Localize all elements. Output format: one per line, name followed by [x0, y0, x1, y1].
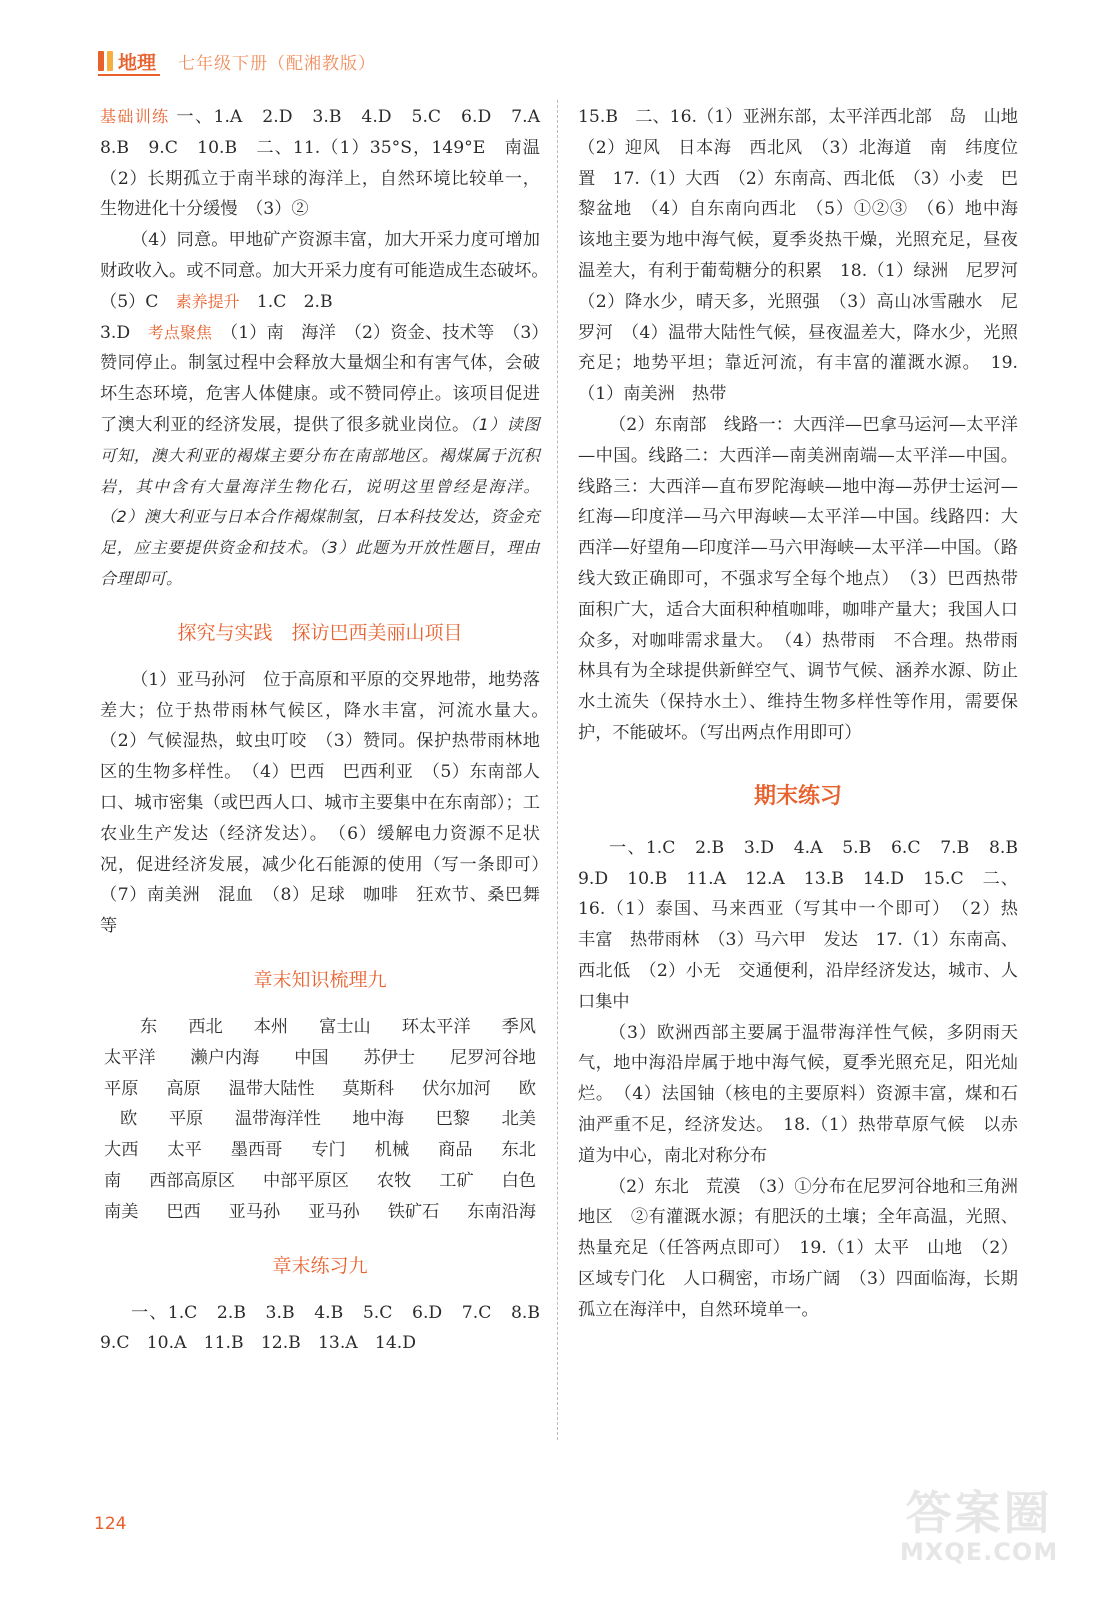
answer-block-focus [100, 318, 540, 595]
section-tag-focus: 考点聚焦 [147, 322, 213, 342]
book-title: 七年级下册（配湘教版） [178, 53, 377, 74]
page-header [98, 48, 376, 74]
keyword: 东北 [501, 1140, 536, 1161]
keyword: 温带海洋性 [234, 1109, 321, 1130]
keyword-row [100, 1166, 540, 1197]
keyword: 高原 [166, 1078, 201, 1099]
section-tag-literacy: 素养提升 [175, 291, 240, 311]
keyword: 莫斯科 [342, 1078, 395, 1099]
answer-text: 1.C 2.B [239, 291, 333, 312]
keyword-row [100, 1012, 540, 1043]
keyword: 商品 [438, 1140, 473, 1161]
section-heading-summary: 章末知识梳理九 [253, 968, 387, 991]
keyword: 墨西哥 [230, 1140, 283, 1161]
answer-block-literacy [100, 225, 558, 317]
keyword: 大西 [104, 1140, 139, 1161]
keyword: 亚马孙 [228, 1201, 281, 1222]
answer-block-final-3: （2）东北 荒漠 （3）①分布在尼罗河谷地和三角洲地区 ②有灌溉水源；有肥沃的土壤；全年高温，光照、热量充足（任答两点即可） 19.（1）太平 山地 （2）区域专门化 人口稠密，市场广阔 （3）四面临海，长期孤立在海洋中，自然环境单一。 [578, 1176, 1018, 1320]
keyword: 地中海 [352, 1109, 404, 1130]
keyword: 温带大陆性 [228, 1078, 315, 1099]
keyword-list [100, 1012, 540, 1228]
answer-block-final: 一、1.C 2.B 3.D 4.A 5.B 6.C 7.B 8.B 9.D 10.B 11.A 12.A 13.B 14.D 15.C 二、16.（1）泰国、马来西亚（写其中一个即可） （2）热 丰富 热带雨林 （3）马六甲 发达 17.（1）东南高、西北低 （2）小无 交通便利，沿岸经济发达，城市、人口集中 [578, 837, 1036, 1012]
keyword-row [100, 1135, 540, 1166]
answer-block-continued: 15.B 二、16.（1）亚洲东部，太平洋西北部 岛 山地 （2）迎风 日本海 西北风 （3）北海道 南 纬度位置 17.（1）大西 （2）东南高、西北低 （3）小麦 巴黎盆地 （4）自东南向西北 （5）①②③ （6）地中海 该地主要为地中海气候，夏季炎热干燥，光照充足，昼夜温差大，有利于葡萄糖分的积累 18.（1）绿洲 尼罗河 （2）降水少，晴天多，光照强 （3）高山冰雪融水 尼罗河 （4）温带大陆性气候，昼夜温差大，降水少，光照充足；地势平坦；靠近河流，有丰富的灌溉水源。 19.（1）南美洲 热带 [578, 107, 1036, 405]
watermark-logo: 答案圈 [905, 1486, 1053, 1540]
keyword-row [100, 1104, 540, 1135]
keyword: 农牧 [376, 1170, 412, 1191]
keyword: 欧 [120, 1109, 138, 1130]
subject-mark-icon [98, 51, 113, 71]
keyword: 南美 [104, 1201, 139, 1222]
right-column [578, 102, 1036, 1325]
section-heading-final: 期末练习 [753, 783, 842, 809]
keyword: 亚马孙 [308, 1201, 360, 1222]
left-column [100, 102, 558, 1359]
answer-block-practice: （1）亚马孙河 位于高原和平原的交界地带，地势落差大；位于热带雨林气候区，降水丰富，河流水量大。 （2）气候湿热，蚊虫叮咬 （3）赞同。保护热带雨林地区的生物多样性。 （4）巴西 巴西利亚 （5）东南部人口、城市密集（或巴西人口、城市主要集中在东南部）；工农业生产发达（经济发达）。 （6）缓解电力资源不足状况，促进经济发展，减少化石能源的使用（写一条即可） （7）南美洲 混血 （8）足球 咖啡 狂欢节、桑巴舞等 [100, 669, 558, 937]
keyword: 中部平原区 [263, 1170, 349, 1191]
answer-block-chapter-exercise: 一、1.C 2.B 3.B 4.B 5.C 6.D 7.C 8.B 9.C 10.A 11.B 12.B 13.A 14.D [100, 1302, 558, 1354]
keyword: 欧 [518, 1078, 536, 1099]
keyword: 伏尔加河 [422, 1078, 491, 1099]
keyword: 西北 [188, 1016, 223, 1037]
section-heading-practice: 探究与实践 探访巴西美丽山项目 [177, 621, 463, 644]
header-underline [98, 74, 160, 76]
keyword: 巴西 [166, 1201, 201, 1222]
answer-text: （4）同意。甲地矿产资源丰富，加大开采力度可增加财政收入。或不同意。加大开采力度有可能造成生态破坏。 （5）C [100, 230, 558, 312]
keyword: 环太平洋 [401, 1016, 471, 1037]
answer-block-routes: （2）东南部 线路一：大西洋—巴拿马运河—太平洋—中国。线路二：大西洋—南美洲南端—太平洋—中国。线路三：大西洋—直布罗陀海峡—地中海—苏伊士运河—红海—印度洋—马六甲海峡—太平洋—中国。线路四：大西洋—好望角—印度洋—马六甲海峡—太平洋—中国。（路线大致正确即可，不强求写全每个地点） （3）巴西热带面积广大，适合大面积种植咖啡，咖啡产量大；我国人口众多，对咖啡需求量大。 （4）热带雨 不合理。热带雨林具有为全球提供新鲜空气、调节气候、涵养水源、防止水土流失（保持水土）、维持生物多样性等作用，需要保护，不能破坏。（写出两点作用即可） [578, 414, 1018, 743]
keyword: 本州 [253, 1016, 289, 1037]
answer-block-final-2: （3）欧洲西部主要属于温带海洋性气候，多阴雨天气，地中海沿岸属于地中海气候，夏季光照充足，阳光灿烂。 （4）法国铀（核电的主要原料）资源丰富，煤和石油严重不足，经济发达。 18.（1）热带草原气候 以赤道为中心，南北对称分布 [578, 1022, 1018, 1166]
subject-title: 地理 [118, 51, 157, 74]
keyword: 太平洋 [104, 1047, 156, 1068]
answer-text: 3.D [100, 322, 148, 343]
keyword: 季风 [501, 1016, 536, 1037]
answer-block-basic [100, 102, 558, 225]
keyword: 铁矿石 [387, 1201, 440, 1222]
section-tag-basic: 基础训练 [100, 107, 170, 126]
keyword: 西部高原区 [149, 1170, 236, 1191]
keyword-row [100, 1197, 540, 1228]
answer-text: 一、1.A 2.D 3.B 4.D 5.C 6.D 7.A 8.B 9.C 10.B 二、11.（1）35°S，149°E 南温 （2）长期孤立于南半球的海洋上，自然环境比较单一，生物进化十分缓慢 （3）② [100, 107, 558, 220]
keyword: 机械 [374, 1140, 410, 1161]
keyword: 南 [104, 1170, 122, 1191]
keyword: 平原 [168, 1109, 204, 1130]
keyword: 太平 [167, 1140, 202, 1161]
keyword: 尼罗河谷地 [450, 1047, 536, 1068]
keyword: 苏伊士 [363, 1047, 416, 1068]
watermark [900, 1488, 1058, 1566]
keyword: 白色 [501, 1170, 536, 1191]
answer-text: （1）南 海洋 （2）资金、技术等 （3）赞同停止。制氢过程中会释放大量烟尘和有害气体，会破坏生态环境，危害人体健康。或不赞同停止。该项目促进了澳大利亚的经济发展，提供了很多就业岗位。 [100, 322, 540, 435]
keyword: 北美 [501, 1109, 536, 1130]
keyword: 中国 [294, 1047, 329, 1068]
section-heading-chapter-exercise: 章末练习九 [272, 1254, 368, 1277]
keyword: 工矿 [439, 1170, 474, 1191]
page-number: 124 [94, 1514, 127, 1534]
keyword: 东 [140, 1016, 158, 1037]
column-divider [557, 100, 558, 1440]
keyword: 东南沿海 [467, 1201, 536, 1222]
keyword: 平原 [104, 1078, 139, 1099]
watermark-url: MXQE.COM [900, 1538, 1059, 1566]
keyword: 濑户内海 [190, 1047, 260, 1068]
handwritten-note: （1）读图可知，澳大利亚的褐煤主要分布在南部地区。褐煤属于沉积岩，其中含有大量海洋生物化石，说明这里曾经是海洋。（2）澳大利亚与日本合作褐煤制氢，日本科技发达，资金充足，应主要提供资金和技术。（3）此题为开放性题目，理由合理即可。 [100, 414, 540, 588]
keyword: 巴黎 [435, 1109, 470, 1130]
keyword-row [100, 1074, 540, 1105]
keyword-row [100, 1043, 540, 1074]
keyword: 专门 [311, 1140, 346, 1161]
keyword: 富士山 [319, 1016, 371, 1037]
